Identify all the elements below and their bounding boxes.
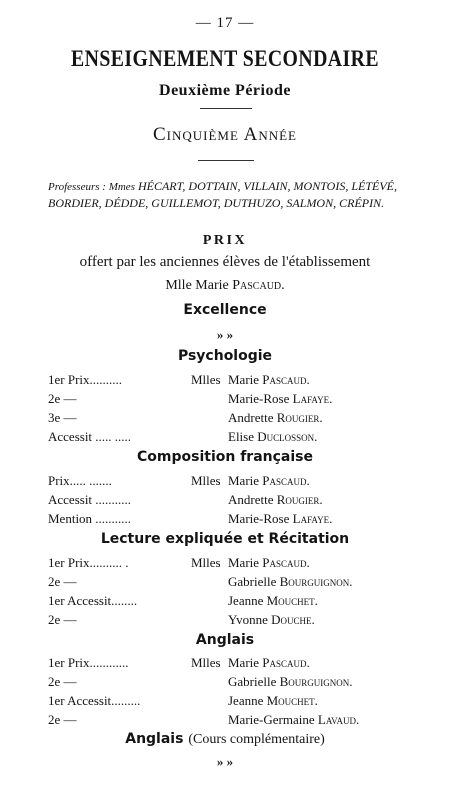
section-title-composition: Composition française <box>137 449 313 465</box>
award-rank: 1er Prix............ <box>48 655 129 670</box>
recipient-first-name: Jeanne <box>228 593 264 608</box>
award-row <box>0 555 450 574</box>
award-row <box>0 473 450 492</box>
recipient-last-name: Pascaud. <box>262 473 310 488</box>
award-honorific: Mlles <box>191 372 221 387</box>
prize-offered-by: offert par les anciennes élèves de l'établissement <box>79 254 371 270</box>
award-rank: 2e — <box>48 712 77 727</box>
divider <box>200 108 252 109</box>
award-row <box>0 612 450 631</box>
prize-donor <box>0 278 450 294</box>
award-rank: Prix..... ....... <box>48 473 112 488</box>
award-recipient <box>228 511 332 527</box>
professors-list <box>48 178 438 211</box>
recipient-first-name: Gabrielle <box>228 674 277 689</box>
recipient-last-name: Pascaud. <box>262 372 310 387</box>
award-rank: 1er Accessit......... <box>48 693 141 708</box>
recipient-last-name: Mouchet. <box>266 593 318 608</box>
ditto-marks: » » <box>216 754 234 769</box>
page-number: — 17 — <box>195 15 255 31</box>
recipient-last-name: Lafaye. <box>292 511 333 526</box>
award-recipient <box>228 555 310 571</box>
award-rank: 1er Accessit........ <box>48 593 138 608</box>
recipient-last-name: Douche. <box>271 612 315 627</box>
recipient-first-name: Marie-Rose <box>228 391 290 406</box>
award-rank: 2e — <box>48 391 77 406</box>
prize-heading: PRIX <box>202 233 248 248</box>
recipient-first-name: Marie <box>228 473 260 488</box>
recipient-first-name: Jeanne <box>228 693 264 708</box>
award-honorific: Mlles <box>191 555 221 570</box>
anglais-cours-title: Anglais <box>125 731 184 747</box>
award-row <box>0 511 450 530</box>
award-recipient <box>228 593 318 609</box>
award-recipient <box>228 391 332 407</box>
award-rank: 1er Prix.......... <box>48 372 123 387</box>
award-recipient <box>228 693 318 709</box>
recipient-last-name: Duclosson. <box>257 429 318 444</box>
recipient-last-name: Pascaud. <box>262 555 310 570</box>
award-recipient <box>228 674 353 690</box>
award-honorific: Mlles <box>191 655 221 670</box>
recipient-first-name: Marie-Rose <box>228 511 290 526</box>
award-recipient <box>228 372 310 388</box>
section-title-anglais: Anglais <box>195 632 255 648</box>
donor-last: Pascaud. <box>232 278 285 293</box>
recipient-last-name: Bourguignon. <box>279 674 353 689</box>
recipient-last-name: Pascaud. <box>262 655 310 670</box>
section-title-lecture: Lecture expliquée et Récitation <box>100 531 350 547</box>
award-recipient <box>228 712 359 728</box>
recipient-first-name: Yvonne <box>228 612 268 627</box>
award-rank: 2e — <box>48 574 77 589</box>
recipient-first-name: Marie <box>228 372 260 387</box>
recipient-first-name: Marie <box>228 555 260 570</box>
award-honorific: Mlles <box>191 473 221 488</box>
award-row <box>0 410 450 429</box>
award-recipient <box>228 574 353 590</box>
document-title: ENSEIGNEMENT SECONDAIRE <box>71 46 379 71</box>
award-rank: Accessit ........... <box>48 492 132 507</box>
award-rank: Mention ........... <box>48 511 132 526</box>
recipient-last-name: Rougier. <box>276 410 323 425</box>
recipient-first-name: Gabrielle <box>228 574 277 589</box>
award-rank: 3e — <box>48 410 77 425</box>
donor-title: Mlle <box>165 278 192 293</box>
award-rank: 2e — <box>48 612 77 627</box>
award-recipient <box>228 410 323 426</box>
award-recipient <box>228 473 310 489</box>
award-row <box>0 655 450 674</box>
recipient-last-name: Rougier. <box>276 492 323 507</box>
period-heading: Deuxième Période <box>159 82 291 99</box>
award-row <box>0 372 450 391</box>
ditto-marks: » » <box>216 327 234 342</box>
award-row <box>0 593 450 612</box>
award-rank: 2e — <box>48 674 77 689</box>
recipient-first-name: Marie-Germaine <box>228 712 315 727</box>
recipient-first-name: Andrette <box>228 410 274 425</box>
recipient-first-name: Andrette <box>228 492 274 507</box>
professors-names: HÉCART, DOTTAIN, VILLAIN, MONTOIS, LÉTÉVÉ, BORDIER, DÉDDE, GUILLEMOT, DUTHUZO, SALMON, CRÉPIN. <box>48 179 397 210</box>
award-row <box>0 574 450 593</box>
award-row <box>0 492 450 511</box>
award-recipient <box>228 492 323 508</box>
section-title-excellence: Excellence <box>183 302 267 318</box>
section-title-anglais-cours <box>0 731 450 748</box>
award-row <box>0 693 450 712</box>
donor-first: Marie <box>195 278 229 293</box>
award-row <box>0 674 450 693</box>
award-recipient <box>228 429 317 445</box>
award-recipient <box>228 655 310 671</box>
professors-label: Professeurs : Mmes <box>48 181 135 193</box>
recipient-last-name: Mouchet. <box>266 693 318 708</box>
award-row <box>0 712 450 731</box>
award-recipient <box>228 612 315 628</box>
section-title-psychologie: Psychologie <box>177 348 273 364</box>
recipient-first-name: Elise <box>228 429 254 444</box>
recipient-last-name: Bourguignon. <box>279 574 353 589</box>
recipient-first-name: Marie <box>228 655 260 670</box>
anglais-cours-subtitle: (Cours complémentaire) <box>188 732 325 747</box>
award-row <box>0 429 450 448</box>
divider <box>198 160 254 161</box>
award-rank: 1er Prix.......... . <box>48 555 129 570</box>
award-rank: Accessit ..... ..... <box>48 429 132 444</box>
award-row <box>0 391 450 410</box>
year-heading: Cinquième Année <box>152 124 298 145</box>
recipient-last-name: Lafaye. <box>292 391 333 406</box>
recipient-last-name: Lavaud. <box>317 712 360 727</box>
